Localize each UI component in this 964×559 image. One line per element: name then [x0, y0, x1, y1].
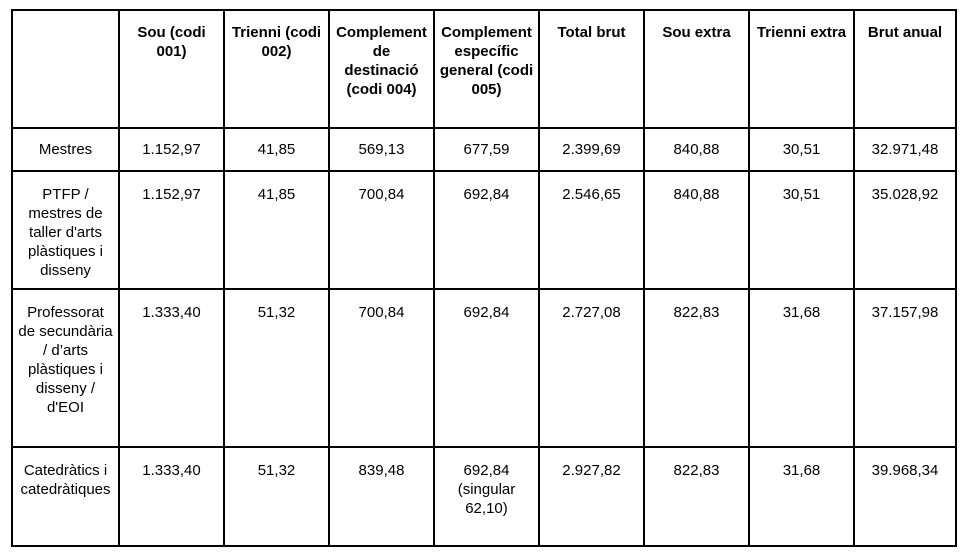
table-cell: 51,32: [224, 289, 329, 447]
table-cell: 692,84: [434, 171, 539, 289]
table-cell: 822,83: [644, 289, 749, 447]
table-cell: 700,84: [329, 289, 434, 447]
table-row: [12, 128, 956, 171]
table-cell: 2.546,65: [539, 171, 644, 289]
table-cell: 41,85: [224, 171, 329, 289]
header-cell-total-brut: Total brut: [539, 10, 644, 128]
table-cell: 32.971,48: [854, 128, 956, 171]
table-cell: 35.028,92: [854, 171, 956, 289]
table-cell: 2.927,82: [539, 447, 644, 546]
table-cell: 840,88: [644, 171, 749, 289]
row-label: PTFP / mestres de taller d'arts plàstiques i disseny: [12, 171, 119, 289]
row-label: Professorat de secundària / d’arts plàstiques i disseny / d'EOI: [12, 289, 119, 447]
table-cell: 2.399,69: [539, 128, 644, 171]
table-cell: 30,51: [749, 171, 854, 289]
table-cell: 1.333,40: [119, 289, 224, 447]
table-row: [12, 447, 956, 546]
header-cell-trienni-extra: Trienni extra: [749, 10, 854, 128]
header-cell-sou-extra: Sou extra: [644, 10, 749, 128]
table-cell: 677,59: [434, 128, 539, 171]
table-cell: 700,84: [329, 171, 434, 289]
header-cell-complement-destinacio: Complement de destinació (codi 004): [329, 10, 434, 128]
table-cell: 839,48: [329, 447, 434, 546]
row-label: Mestres: [12, 128, 119, 171]
table-cell: 822,83: [644, 447, 749, 546]
row-label: Catedràtics i catedràtiques: [12, 447, 119, 546]
table-cell: 840,88: [644, 128, 749, 171]
header-cell-trienni: Trienni (codi 002): [224, 10, 329, 128]
table-cell: 1.152,97: [119, 128, 224, 171]
table-cell: 692,84 (singular 62,10): [434, 447, 539, 546]
salary-table: [11, 9, 957, 547]
table-cell: 692,84: [434, 289, 539, 447]
header-row: [12, 10, 956, 128]
table-row: [12, 171, 956, 289]
table-cell: 30,51: [749, 128, 854, 171]
header-cell-complement-especific: Complement específic general (codi 005): [434, 10, 539, 128]
table-cell: 39.968,34: [854, 447, 956, 546]
table-cell: 51,32: [224, 447, 329, 546]
table-cell: 569,13: [329, 128, 434, 171]
table-cell: 31,68: [749, 447, 854, 546]
header-cell-brut-anual: Brut anual: [854, 10, 956, 128]
table-cell: 41,85: [224, 128, 329, 171]
table-cell: 1.333,40: [119, 447, 224, 546]
table-cell: 37.157,98: [854, 289, 956, 447]
table-cell: 1.152,97: [119, 171, 224, 289]
header-cell-sou: Sou (codi 001): [119, 10, 224, 128]
table-row: [12, 289, 956, 447]
table-cell: 2.727,08: [539, 289, 644, 447]
header-cell-empty: [12, 10, 119, 128]
table-cell: 31,68: [749, 289, 854, 447]
